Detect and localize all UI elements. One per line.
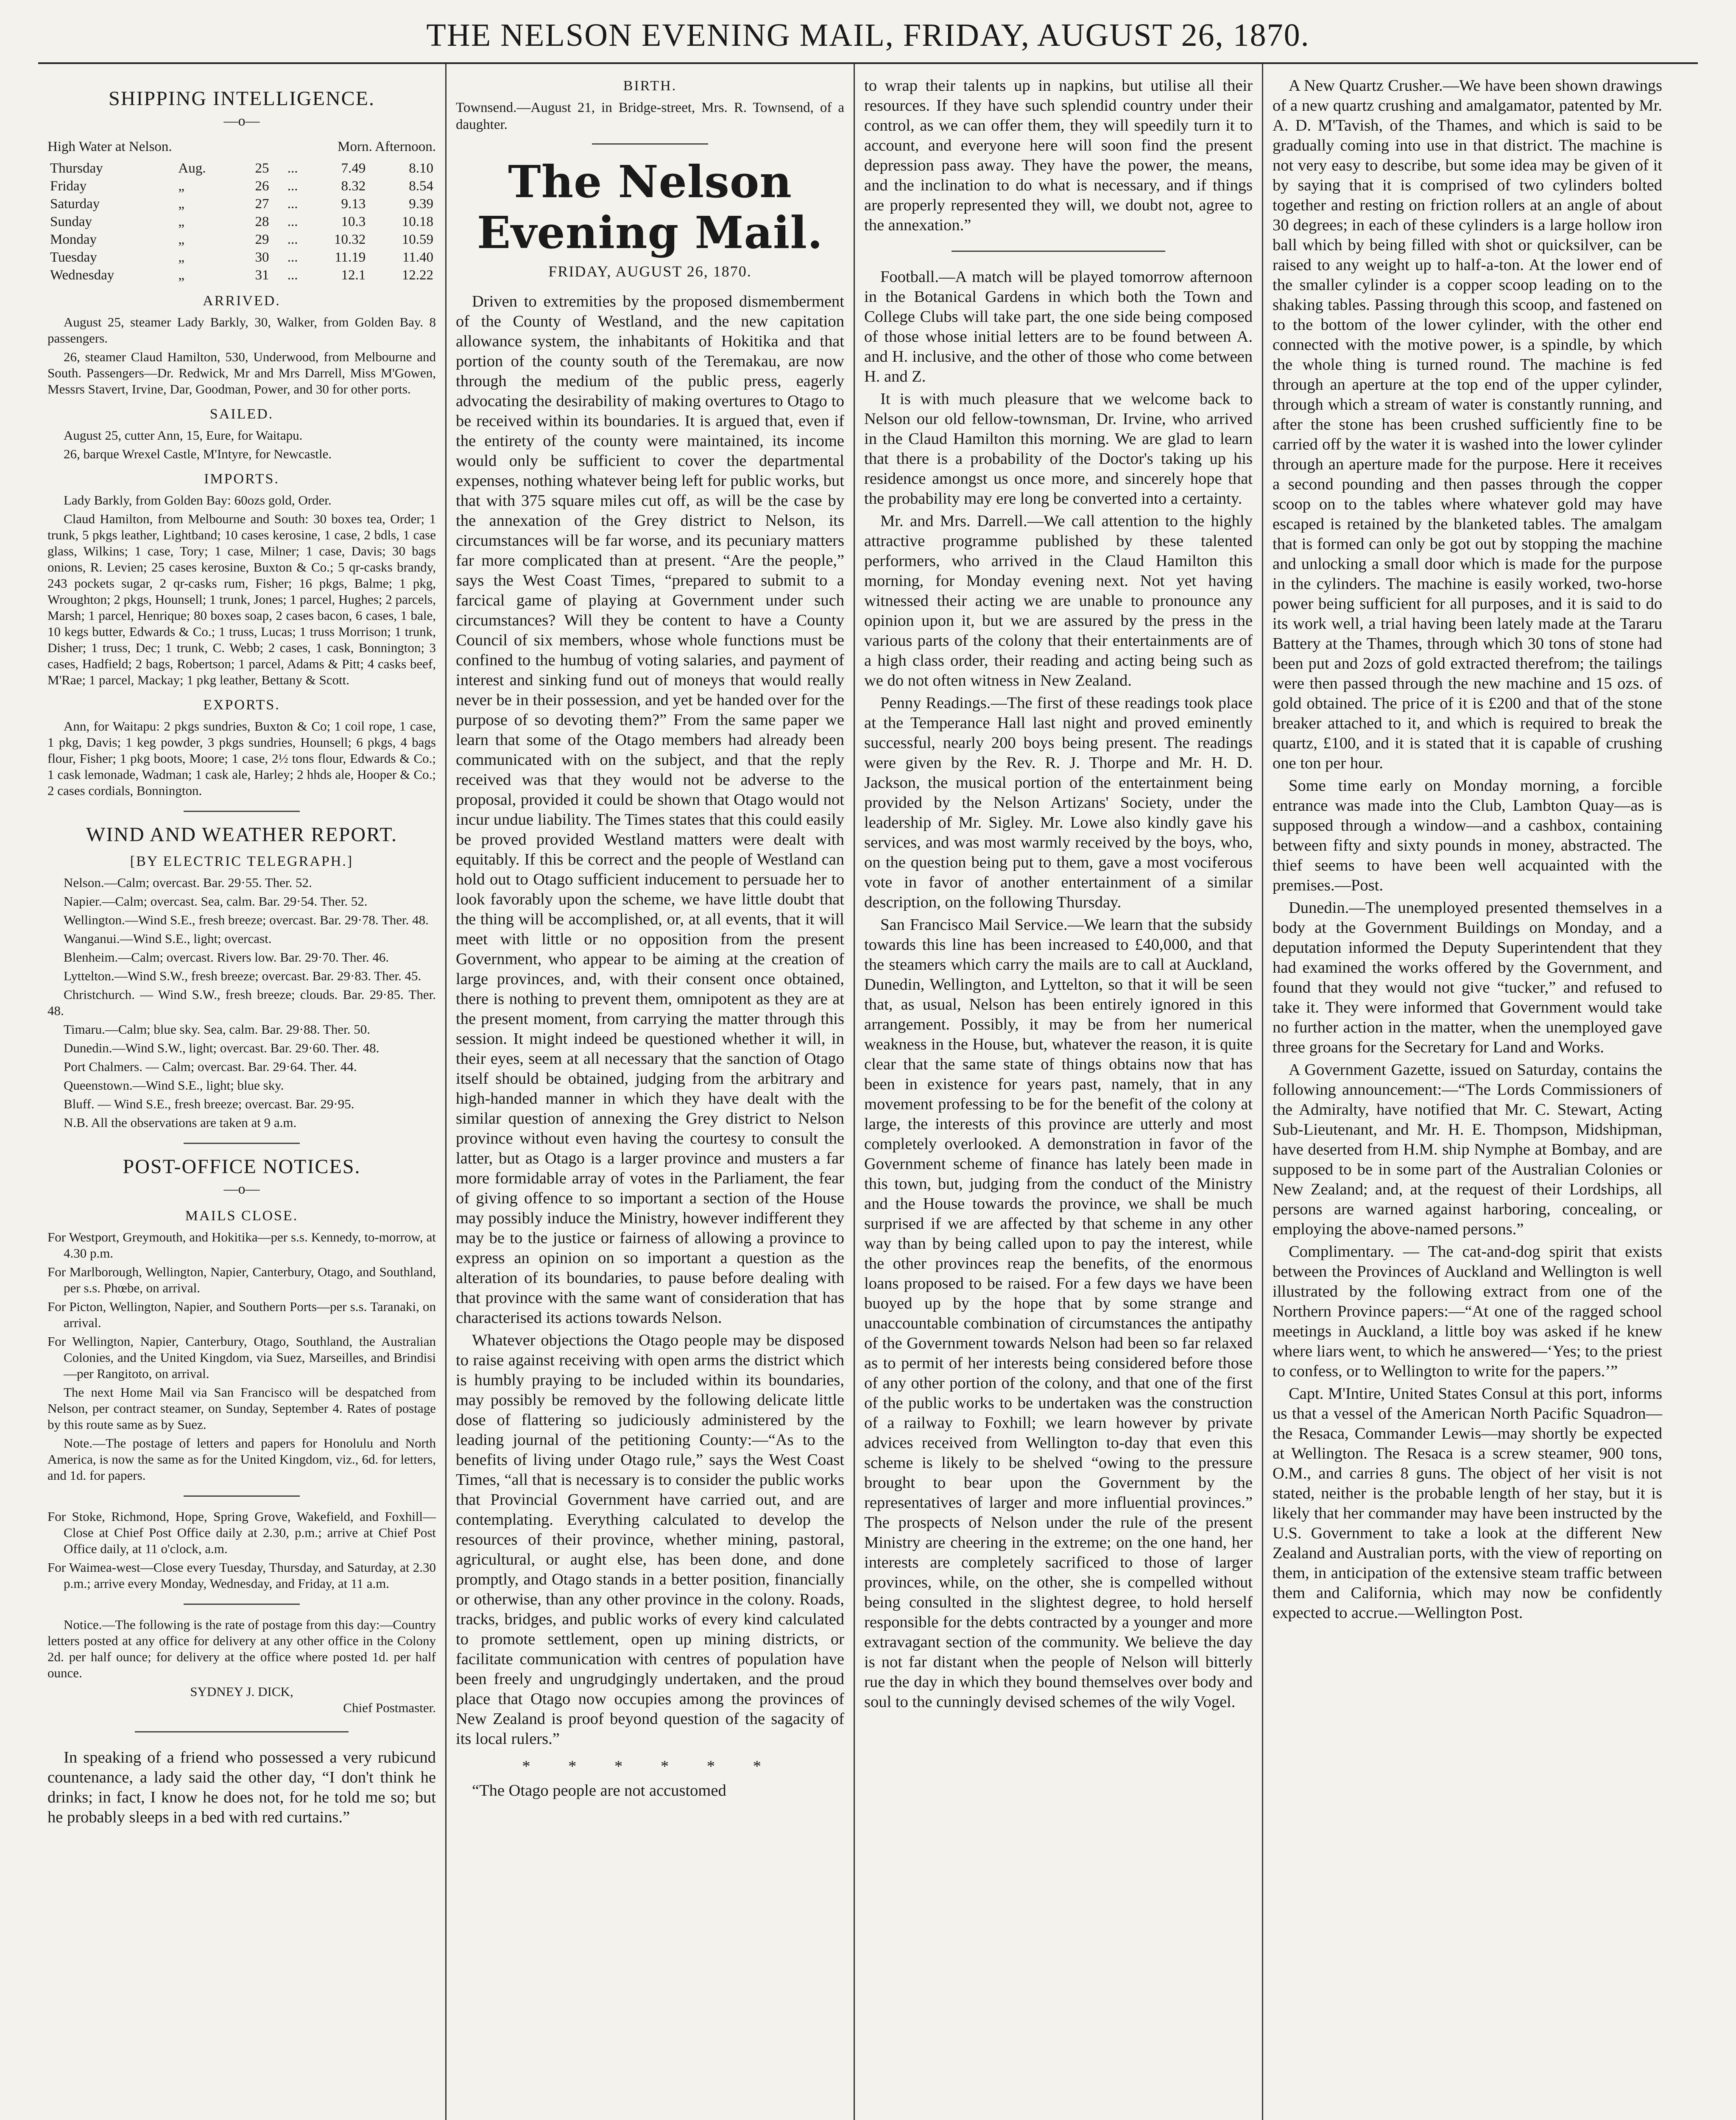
- mail-item: For Picton, Wellington, Napier, and Southern Ports—per s.s. Taranaki, on arrival.: [47, 1299, 436, 1330]
- section-stars: * * * * * *: [522, 1757, 778, 1775]
- tide-cell: 7.49: [341, 161, 366, 176]
- separator: —o—: [223, 1181, 260, 1197]
- tide-row: [47, 266, 436, 284]
- column-3: [855, 64, 1263, 2120]
- tide-cell: 28: [255, 214, 269, 229]
- tide-cell: ...: [287, 161, 298, 176]
- tide-cell: 25: [255, 161, 269, 176]
- shipping-heading: SHIPPING INTELLIGENCE.: [109, 87, 375, 110]
- divider: [184, 1143, 300, 1144]
- anecdote-paragraph: In speaking of a friend who possessed a very rubicund countenance, a lady said the other day, “I don't think he drinks; in fact, I know he does not, for he told me so; but he probably sleeps in a bed with red curtains.”: [47, 1749, 436, 1826]
- news-paragraph: Capt. M'Intire, United States Consul at this port, informs us that a vessel of the American North Pacific Squadron—the Resaca, Commander Lewis—may shortly be expected at Wellington. The Resaca is a screw steamer, 900 tons, O.M., and carries 8 guns. The object of her visit is not stated, neither is the probable length of her stay, but it is likely that her commander may have been instructed by the U.S. Government to take a look at the different New Zealand and Australian ports, with the view of reporting on them, in anticipation of the extensive steam traffic between them and California, which may now be confidently expected to accrue.—Wellington Post.: [1273, 1385, 1662, 1622]
- tide-cell: 8.54: [409, 179, 433, 194]
- tide-cell: 29: [255, 232, 269, 247]
- signature-name: SYDNEY J. DICK,: [190, 1684, 293, 1699]
- mails-close-heading: MAILS CLOSE.: [185, 1208, 299, 1224]
- news-paragraph: Dunedin.—The unemployed presented themselves in a body at the Government Buildings on Monday, and a deputation informed the Deputy Superintendent that they had examined the works offered by the Government, and found that they would not give “tucker,” and refused to take it. They were informed that Government would take no further action in the matter, when the unemployed gave three groans for the Secretary for Land and Works.: [1273, 899, 1662, 1056]
- mail-item: For Westport, Greymouth, and Hokitika—per s.s. Kennedy, to-morrow, at 4.30 p.m.: [47, 1230, 436, 1261]
- column-4: [1263, 64, 1672, 2120]
- post-office-heading: POST-OFFICE NOTICES.: [123, 1155, 361, 1178]
- tide-cell: „: [178, 232, 185, 247]
- mail-item: Note.—The postage of letters and papers for Honolulu and North America, is now the same as for the United Kingdom, viz., 6d. for letters, and 1d. for papers.: [47, 1436, 436, 1483]
- dateline: FRIDAY, AUGUST 26, 1870.: [548, 263, 752, 280]
- birth-heading: BIRTH.: [623, 78, 677, 94]
- tide-cell: Tuesday: [50, 250, 97, 265]
- tide-row: [47, 177, 436, 195]
- weather-item: Port Chalmers. — Calm; overcast. Bar. 29·64. Ther. 44.: [64, 1059, 357, 1074]
- tide-cell: „: [178, 179, 185, 194]
- columns: [38, 64, 1698, 2120]
- tide-cell: ...: [287, 250, 298, 265]
- weather-item: Napier.—Calm; overcast. Sea, calm. Bar. 29·54. Ther. 52.: [64, 894, 368, 909]
- tide-cell: 9.13: [341, 196, 366, 212]
- weather-item: Nelson.—Calm; overcast. Bar. 29·55. Ther. 52.: [64, 875, 312, 890]
- editorial-paragraph: Driven to extremities by the proposed dismemberment of the County of Westland, and the new capitation allowance system, the inhabitants of Hokitika and that portion of the county south of the Teremakau, are now through the medium of the public press, eagerly advocating the desirability of making overtures to Otago to be received within its boundaries. It is argued that, even if the entirety of the county were maintained, its income would only be sufficient to cover the departmental expenses, nothing whatever being left for public works, but that with 375 square miles cut off, as will be the case by the annexation of the Grey district to Nelson, its circumstances will be far worse, and its pecuniary matters far more complicated than at present. “Are the people,” says the West Coast Times, “prepared to submit to a farcical game of playing at Government under such circumstances? Will they be content to have a County Council of six members, whose whole functions must be confined to the humbug of voting salaries, and payment of interest and sinking fund out of moneys that would really never be in their possession, and yet be handed over for the purpose of so devoting them?” From the same paper we learn that some of the Otago members had already been communicated with on the subject, and that the reply received was that they would not be adverse to the proposal, provided it could be shown that Otago would not incur undue liability. The Times states that this could easily be proved provided Westland matters were dealt with equitably. If this be correct and the people of Westland can hold out to Otago sufficient inducement to persuade her to look favorably upon the scheme, we have little doubt that the thing will be accomplished, or, at all events, that it will meet with little or no opposition from the present Government, who appear to be aiming at the creation of large provinces, and, with their consent once obtained, there is nothing to prevent them, omnipotent as they are at the present moment, from carrying the matter through this session. It might indeed be questioned whether it will, in their eyes, seem at all necessary that the sanction of Otago itself should be obtained, judging from the arbitrary and high-handed manner in which they have dealt with the similar question of annexing the Grey district to Nelson province without even having the courtesy to consult the latter, but as Otago is a larger province and musters a far more formidable array of votes in the Parliament, the fear of giving offence to so important a section of the House may possibly induce the Ministry, however indifferent they may be to the justice or fairness of allowing a province to express an opinion on so important a question as the alteration of its boundaries, to pause before dealing with that province with the same want of consideration that has characterised its actions towards Nelson.: [456, 293, 844, 1327]
- tide-row: [47, 248, 436, 266]
- tide-cell: Sunday: [50, 214, 92, 229]
- divider: [135, 1731, 349, 1732]
- tide-cell: Friday: [50, 179, 87, 194]
- tide-cell: 27: [255, 196, 269, 212]
- news-paragraph: It is with much pleasure that we welcome back to Nelson our old fellow-townsman, Dr. Irvine, who arrived in the Claud Hamilton this morning. We are glad to learn that there is a probability of the Doctor's taking up his residence amongst us once more, and sincerely hope that the probability may ere long be converted into a certainty.: [864, 390, 1253, 508]
- news-paragraph: Mr. and Mrs. Darrell.—We call attention to the highly attractive programme published by these talented performers, who arrived in the Claud Hamilton this morning, for Monday evening next. Not yet having witnessed their acting we are unable to pronounce any opinion upon it, but we are assured by the press in the various parts of the colony that their entertainments are of a high class order, their reading and acting being such as we do not often witness in New Zealand.: [864, 512, 1253, 689]
- news-paragraph: A Government Gazette, issued on Saturday, contains the following announcement:—“The Lords Commissioners of the Admiralty, have notified that Mr. C. Stewart, Acting Sub-Lieutenant, and Mr. H. E. Thompson, Midshipman, have deserted from H.M. ship Nymphe at Bombay, and are supposed to be in some part of the Australian Colonies or New Zealand; and, at the request of their Lordships, all persons are warned against harboring, concealing, or employing the above-named persons.”: [1273, 1061, 1662, 1238]
- tide-cell: „: [178, 268, 185, 283]
- exports-heading: EXPORTS.: [203, 697, 280, 713]
- news-paragraph: San Francisco Mail Service.—We learn that the subsidy towards this line has been increased to £40,000, and that the steamers which carry the mails are to call at Auckland, Dunedin, Wellington, and Lyttelton, so that it will be seen that, as usual, Nelson has been entirely ignored in this arrangement. Possibly, it may be from her numerical weakness in the House, but, whatever the reason, it is quite clear that the same state of things obtains now that has been in existence for years past, namely, that in any movement professing to be for the benefit of the colony at large, the interests of this province are utterly and most completely overlooked. A demonstration in favor of the Government scheme of finance has lately been made in this town, but, judging from the conduct of the Ministry and the House towards the province, we shall be much surprised if we are affected by that scheme in any other way than by being called upon to pay the interest, while the other provinces reap the benefits, of the enormous loans proposed to be raised. For a few days we have been buoyed up by the hope that by some strange and unaccountable combination of circumstances the antipathy of the Government towards Nelson had been so far relaxed as to permit of her interests being considered before those of any other portion of the colony, and that one of the first of the public works to be undertaken was the construction of a railway to Foxhill; we learn however by private advices received from Wellington to-day that even this scheme is likely to be shelved “owing to the pressure brought to bear upon the Government by the representatives of larger and more influential provinces.” The prospects of Nelson under the rule of the present Ministry are cheering in the extreme; on the one hand, her interests are completely sacrificed to those of larger provinces, while, on the other, she is compelled without being consulted in the slightest degree, to hold herself responsible for the debts contracted by a younger and more extravagant section of the community. We believe the day is not far distant when the people of Nelson will bitterly rue the day in which they bound themselves over body and soul to the cunningly devised schemes of the wily Vogel.: [864, 916, 1253, 1711]
- news-paragraph: Penny Readings.—The first of these readings took place at the Temperance Hall last night and proved eminently successful, nearly 200 boys being present. The readings were given by the Rev. R. J. Thorpe and Mr. H. D. Jackson, the musical portion of the entertainment being provided by the Nelson Artizans' Society, under the leadership of Mr. Sigley. Mr. Lowe also kindly gave his services, and was most warmly received by the boys, who, on the question being put to them, gave a most vociferous vote in favor of another entertainment of a similar description, on the following Thursday.: [864, 694, 1253, 911]
- tide-cell: ...: [287, 179, 298, 194]
- mail-item: For Stoke, Richmond, Hope, Spring Grove, Wakefield, and Foxhill—Close at Chief Post Office daily at 2.30, p.m.; arrive at Chief Post Office daily, at 11 o'clock, a.m.: [47, 1509, 436, 1556]
- arrived-item: August 25, steamer Lady Barkly, 30, Walker, from Golden Bay. 8 passengers.: [47, 315, 436, 346]
- news-paragraph: Some time early on Monday morning, a forcible entrance was made into the Club, Lambton Quay—as is supposed through a window—and a cashbox, containing between fifty and sixty pounds in money, abstracted. The thief seems to have been well acquainted with the premises.—Post.: [1273, 777, 1662, 894]
- editorial-paragraph: Whatever objections the Otago people may be disposed to raise against receiving with open arms the district which is humbly praying to be included within its boundaries, may possibly be removed by the following delicate little dose of flattering so judiciously administered by the leading journal of the petitioning County:—“As to the benefits of living under Otago rule,” says the West Coast Times, “all that is necessary is to consider the public works that Provincial Government have carried out, and are contemplating. Everything calculated to develop the resources of their province, whether mining, pastoral, agricultural, or aught else, has been done, and done promptly, and Otago stands in a better position, financially or otherwise, than any other province in the colony. Roads, tracks, bridges, and public works of every kind calculated to promote settlement, open up mining districts, or facilitate communication with centres of population have been freely and ungrudgingly undertaken, and the proud place that Otago now occupies among the provinces of New Zealand is proof beyond question of the sagacity of its local rulers.”: [456, 1331, 844, 1748]
- tide-cell: Thursday: [50, 161, 103, 176]
- tide-cell: Aug.: [178, 161, 206, 176]
- masthead: THE NELSON EVENING MAIL, FRIDAY, AUGUST 26, 1870.: [38, 17, 1698, 64]
- tide-cell: Saturday: [50, 196, 100, 212]
- tide-cell: Wednesday: [50, 268, 114, 283]
- imports-heading: IMPORTS.: [204, 471, 279, 487]
- tide-row: [47, 231, 436, 248]
- tide-cell: Monday: [50, 232, 97, 247]
- tide-cell: ...: [287, 268, 298, 283]
- tide-table: [47, 159, 436, 284]
- tide-cell: 9.39: [409, 196, 433, 212]
- paper-title: The Nelson Evening Mail.: [477, 156, 823, 259]
- tide-cell: 11.40: [402, 250, 433, 265]
- tide-cell: „: [178, 250, 185, 265]
- mail-item: The next Home Mail via San Francisco will be despatched from Nelson, per contract steamer, on Sunday, September 4. Rates of postage by this route same as by Suez.: [47, 1385, 436, 1432]
- tide-cell: ...: [287, 232, 298, 247]
- divider: [952, 251, 1165, 252]
- tide-cell: 10.18: [402, 214, 433, 229]
- sailed-list: [47, 427, 436, 462]
- weather-heading: WIND AND WEATHER REPORT.: [86, 823, 397, 846]
- weather-item: Queenstown.—Wind S.E., light; blue sky.: [64, 1078, 284, 1093]
- tide-cell: ...: [287, 214, 298, 229]
- weather-note: N.B. All the observations are taken at 9 a.m.: [64, 1115, 297, 1130]
- imports-list: [47, 492, 436, 688]
- weather-item: Lyttelton.—Wind S.W., fresh breeze; overcast. Bar. 29·83. Ther. 45.: [64, 968, 421, 983]
- editorial-paragraph: “The Otago people are not accustomed: [472, 1782, 726, 1799]
- tide-cell: 12.1: [341, 268, 366, 283]
- tide-cell: „: [178, 196, 185, 212]
- tide-header: [47, 137, 436, 157]
- sailed-heading: SAILED.: [209, 406, 274, 422]
- tide-row: [47, 195, 436, 213]
- news-paragraph: Football.—A match will be played tomorrow afternoon in the Botanical Gardens in which both the Town and College Clubs will take part, the one side being composed of those whose initial letters are to be found between A. and H. inclusive, and the other of those who come between H. and Z.: [864, 268, 1253, 385]
- postage-notice: Notice.—The following is the rate of postage from this day:—Country letters posted at any office for delivery at any other office in the Colony 2d. per half ounce; for delivery at the office where posted 1d. per half ounce.: [47, 1617, 436, 1680]
- tide-cell: 12.22: [402, 268, 433, 283]
- mails-list: [47, 1229, 436, 1716]
- tide-cell: 8.10: [409, 161, 433, 176]
- mail-item: For Wellington, Napier, Canterbury, Otago, Southland, the Australian Colonies, and the United Kingdom, via Suez, Marseilles, and Brindisi—per Rangitoto, on arrival.: [47, 1334, 436, 1381]
- arrived-heading: ARRIVED.: [203, 293, 281, 309]
- tide-cell: 26: [255, 179, 269, 194]
- separator: —o—: [223, 113, 260, 129]
- exports-item: Ann, for Waitapu: 2 pkgs sundries, Buxton & Co; 1 coil rope, 1 case, 1 pkg, Davis; 1 keg powder, 3 pkgs sundries, Hounsell; 6 pkgs, 4 bags flour, Fisher; 1 pkg boots, Moore; 1 case, 2½ tons flour, Edwards & Co.; 1 cask lemonade, Wadman; 1 cask ale, Harley; 2 hhds ale, Hooper & Co.; 2 cases cordials, Bonnington.: [47, 719, 436, 798]
- weather-item: Christchurch. — Wind S.W., fresh breeze; clouds. Bar. 29·85. Ther. 48.: [47, 987, 436, 1018]
- column-2: [447, 64, 855, 2120]
- tide-cell: 11.19: [335, 250, 366, 265]
- tide-cell: 10.3: [341, 214, 366, 229]
- weather-subheading: [BY ELECTRIC TELEGRAPH.]: [130, 854, 354, 869]
- divider: [184, 1495, 300, 1497]
- divider: [184, 811, 300, 812]
- arrived-item: 26, steamer Claud Hamilton, 530, Underwood, from Melbourne and South. Passengers—Dr. Redwick, Mr and Mrs Darrell, Miss M'Gowen, Messrs Stavert, Irvine, Dar, Goodman, Power, and 30 for other ports.: [47, 349, 436, 396]
- signature-title: Chief Postmaster.: [343, 1700, 436, 1715]
- tide-title: High Water at Nelson.: [47, 139, 172, 154]
- weather-item: Wellington.—Wind S.E., fresh breeze; overcast. Bar. 29·78. Ther. 48.: [64, 912, 429, 927]
- tide-cell: 30: [255, 250, 269, 265]
- divider: [184, 1604, 300, 1605]
- mail-item: For Marlborough, Wellington, Napier, Canterbury, Otago, and Southland, per s.s. Phœbe, on arrival.: [47, 1264, 436, 1295]
- weather-item: Timaru.—Calm; blue sky. Sea, calm. Bar. 29·88. Ther. 50.: [64, 1022, 370, 1037]
- news-paragraph: Complimentary. — The cat-and-dog spirit that exists between the Provinces of Auckland and Wellington is well illustrated by the following extract from one of the Northern Province papers:—“At one of the ragged school meetings in Auckland, a little boy was asked if he knew where liars went, to which he answered—‘Yes; to the priest to confess, or to Wellington to write for the papers.’”: [1273, 1243, 1662, 1380]
- tide-cell: 8.32: [341, 179, 366, 194]
- imports-item: Lady Barkly, from Golden Bay: 60ozs gold, Order.: [64, 493, 332, 508]
- divider: [592, 143, 709, 145]
- tide-row: [47, 213, 436, 231]
- sailed-item: 26, barque Wrexel Castle, M'Intyre, for Newcastle.: [64, 446, 332, 461]
- exports-list: [47, 718, 436, 799]
- tide-cell: 10.32: [334, 232, 366, 247]
- mail-item: For Waimea-west—Close every Tuesday, Thursday, and Saturday, at 2.30 p.m.; arrive every Monday, Wednesday, and Friday, at 11 a.m.: [47, 1560, 436, 1591]
- birth-notice: Townsend.—August 21, in Bridge-street, Mrs. R. Townsend, of a daughter.: [456, 100, 844, 132]
- tide-cell: „: [178, 214, 185, 229]
- weather-item: Bluff. — Wind S.E., fresh breeze; overcast. Bar. 29·95.: [64, 1096, 354, 1111]
- column-1: [38, 64, 447, 2120]
- tide-cell: 31: [255, 268, 269, 283]
- news-paragraph: A New Quartz Crusher.—We have been shown drawings of a new quartz crushing and amalgamator, patented by Mr. A. D. M'Tavish, of the Thames, and which is said to be gradually coming into use in that district. The machine is not very easy to describe, but some idea may be given of it by saying that it is comprised of two cylinders bolted together and resting on friction rollers at an angle of about 30 degrees; in each of these cylinders is a large hollow iron ball which by being filled with shot or quicksilver, can be raised to any weight up to half-a-ton. At the lower end of the smaller cylinder is a copper scoop leading on to the shaking tables. Passing through this scoop, and fastened on to the bottom of the lower cylinder, with the other end connected with the motive power, is a spindle, by which the whole thing is turned round. The machine is fed through an aperture at the top end of the upper cylinder, through which a stream of water is constantly running, and after the stone has been crushed sufficiently fine to be carried off by the water it is washed into the lower cylinder through an aperture made for the purpose. Here it receives a second pounding and then passes through the copper scoop on to the tables where whatever gold may have escaped is retained by the blanketed tables. The amalgam that is formed can only be got out by stopping the machine and unlocking a small door which is made for the purpose in the cylinders. The machine is easily worked, two-horse power being sufficient for all purposes, and it is said to do its work well, a trial having been lately made at the Tararu Battery at the Thames, through which 30 tons of stone had been put and 2ozs of gold extracted therefrom; the tailings were then passed through the new machine and 15 ozs. of gold obtained. The price of it is £200 and that of the stone breaker attached to it, and which is required to break the quartz, £100, and it is stated that it is capable of crushing one ton per hour.: [1273, 77, 1662, 772]
- tide-cell: 10.59: [402, 232, 433, 247]
- sailed-item: August 25, cutter Ann, 15, Eure, for Waitapu.: [64, 428, 303, 443]
- weather-item: Wanganui.—Wind S.E., light; overcast.: [64, 931, 272, 946]
- weather-list: [47, 875, 436, 1131]
- tide-cell: ...: [287, 196, 298, 212]
- editorial-continuation: to wrap their talents up in napkins, but utilise all their resources. If they have such splendid country under their control, as we can offer them, they will speedily turn it to account, and everyone here will soon find the present depression pass away. They have the power, the means, and the inclination to do what is necessary, and if things are properly represented they will, we doubt not, agree to the annexation.”: [864, 77, 1253, 234]
- weather-item: Dunedin.—Wind S.W., light; overcast. Bar. 29·60. Ther. 48.: [64, 1040, 380, 1055]
- arrived-list: [47, 314, 436, 397]
- weather-item: Blenheim.—Calm; overcast. Rivers low. Bar. 29·70. Ther. 46.: [64, 950, 389, 965]
- tide-columns: Morn. Afternoon.: [338, 139, 436, 154]
- imports-item: Claud Hamilton, from Melbourne and South: 30 boxes tea, Order; 1 trunk, 5 pkgs leather, Lightband; 10 cases kerosine, 1 case, 2 bdls, 1 case glass, Wilkins; 1 case, Tory; 1 case, Milner; 1 case, Davis; 30 bags onions, R. Levien; 25 cases kerosine, Buxton & Co.; 5 qr-casks brandy, 243 pockets sugar, 2 qr-casks rum, Fisher; 16 pkgs, Balme; 1 pkg, Wroughton; 2 pkgs, Hounsell; 1 trunk, Jones; 1 parcel, Hughes; 2 parcels, Marsh; 1 parcel, Henrique; 80 boxes soap, 2 cases bacon, 6 cases, 1 bale, 10 kegs butter, Edwards & Co.; 1 truss, Lucas; 1 truss Morrison; 1 trunk, Disher; 1 truss, Dec; 1 trunk, C. Webb; 2 cases, 1 cask, Bonnington; 3 cases, Hadfield; 2 bags, Robertson; 1 parcel, Adams & Pitt; 4 casks beef, M'Rae; 1 parcel, Mackay; 1 pkg leather, Bettany & Scott.: [47, 511, 436, 687]
- tide-row: [47, 159, 436, 177]
